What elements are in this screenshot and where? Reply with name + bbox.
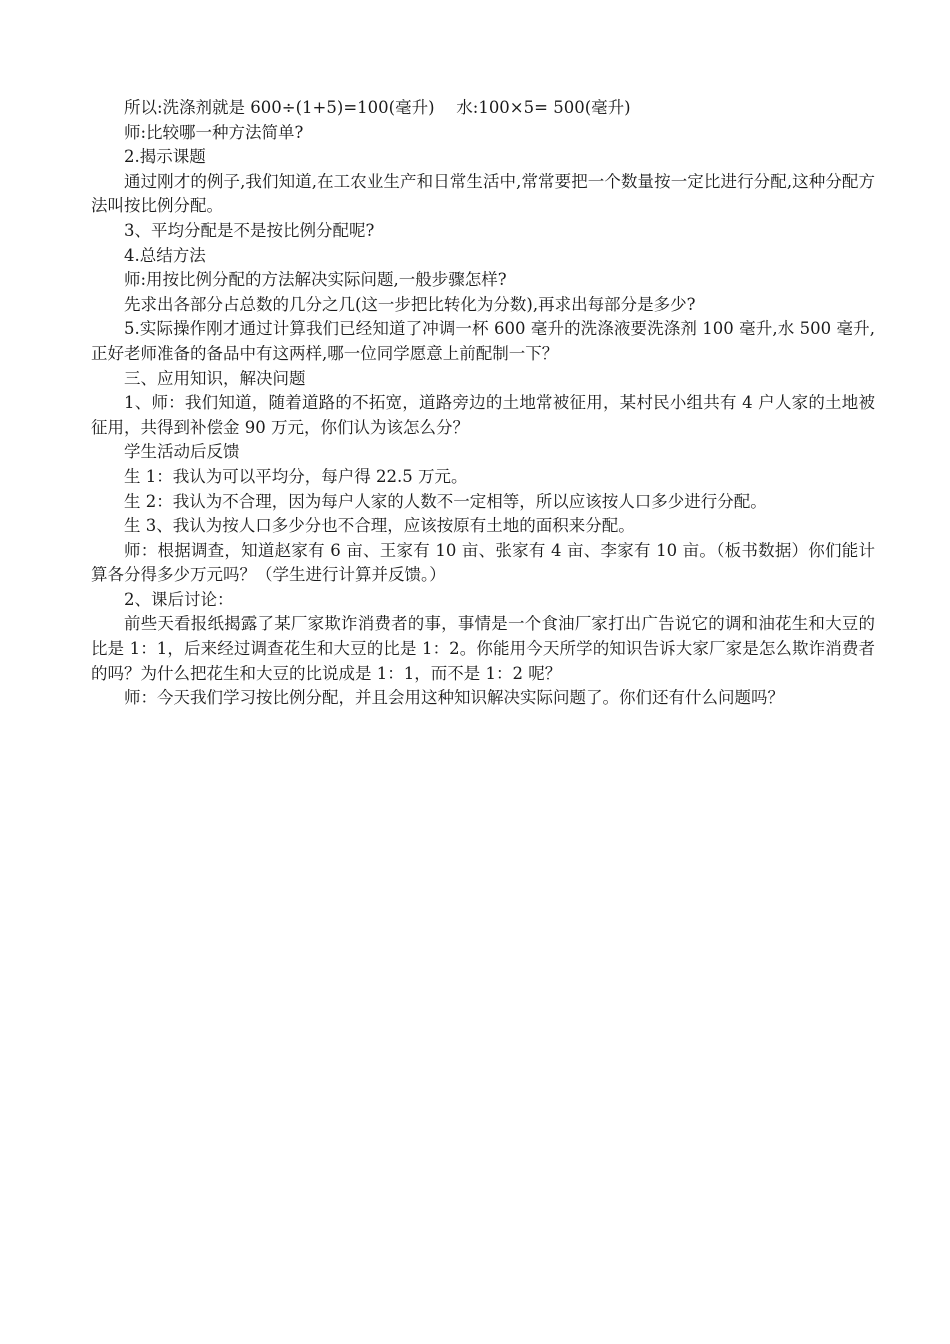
paragraph-question-average: 3、平均分配是不是按比例分配呢? — [124, 220, 375, 240]
paragraph-survey-data: 师：根据调查，知道赵家有 6 亩、王家有 10 亩、张家有 4 亩、李家有 10 亩。（板书数据）你们能计算各分得多少万元吗？（学生进行计算并反馈。） — [91, 540, 875, 585]
heading-discussion: 2、课后讨论： — [124, 589, 234, 609]
paragraph-practice: 5.实际操作刚才通过计算我们已经知道了冲调一杯 600 毫升的洗涤液要洗涤剂 100 毫升,水 500 毫升,正好老师准备的备品中有这两样,哪一位同学愿意上前配制一下？ — [91, 319, 875, 363]
paragraph-land-problem: 1、师：我们知道，随着道路的不拓宽，道路旁边的土地常被征用，某村民小组共有 4 户人家的土地被征用，共得到补偿金 90 万元，你们认为该怎么分？ — [91, 393, 875, 437]
paragraph-compare-methods: 师:比较哪一种方法简单? — [124, 122, 304, 142]
document-page — [91, 96, 875, 711]
paragraph-steps: 先求出各部分占总数的几分之几(这一步把比转化为分数),再求出每部分是多少? — [124, 294, 696, 314]
paragraph-closing: 师：今天我们学习按比例分配，并且会用这种知识解决实际问题了。你们还有什么问题吗？ — [124, 688, 784, 708]
paragraph-teacher-question: 师:用按比例分配的方法解决实际问题,一般步骤怎样? — [124, 270, 507, 290]
paragraph-definition: 通过刚才的例子,我们知道,在工农业生产和日常生活中,常常要把一个数量按一定比进行分配,这种分配方法叫按比例分配。 — [91, 171, 875, 216]
paragraph-student-2: 生 2：我认为不合理，因为每户人家的人数不一定相等，所以应该按人口多少进行分配。 — [124, 491, 767, 511]
heading-apply-knowledge: 三、应用知识，解决问题 — [124, 368, 306, 388]
heading-reveal-topic: 2.揭示课题 — [124, 147, 206, 167]
paragraph-feedback: 学生活动后反馈 — [124, 442, 240, 462]
heading-summary: 4.总结方法 — [124, 245, 206, 265]
paragraph-student-3: 生 3、我认为按人口多少分也不合理，应该按原有土地的面积来分配。 — [124, 516, 635, 536]
paragraph-student-1: 生 1：我认为可以平均分，每户得 22.5 万元。 — [124, 466, 468, 486]
paragraph-solution: 所以:洗涤剂就是 600÷(1+5)=100(毫升) 水:100×5= 500(毫升) — [124, 98, 631, 117]
paragraph-oil-fraud: 前些天看报纸揭露了某厂家欺诈消费者的事，事情是一个食油厂家打出广告说它的调和油花生和大豆的比是 1：1，后来经过调查花生和大豆的比是 1：2。你能用今天所学的知识告诉大家厂家是怎么欺诈消费者的吗？为什么把花生和大豆的比说成是 1：1，而不是 1：2 呢？ — [91, 614, 875, 683]
